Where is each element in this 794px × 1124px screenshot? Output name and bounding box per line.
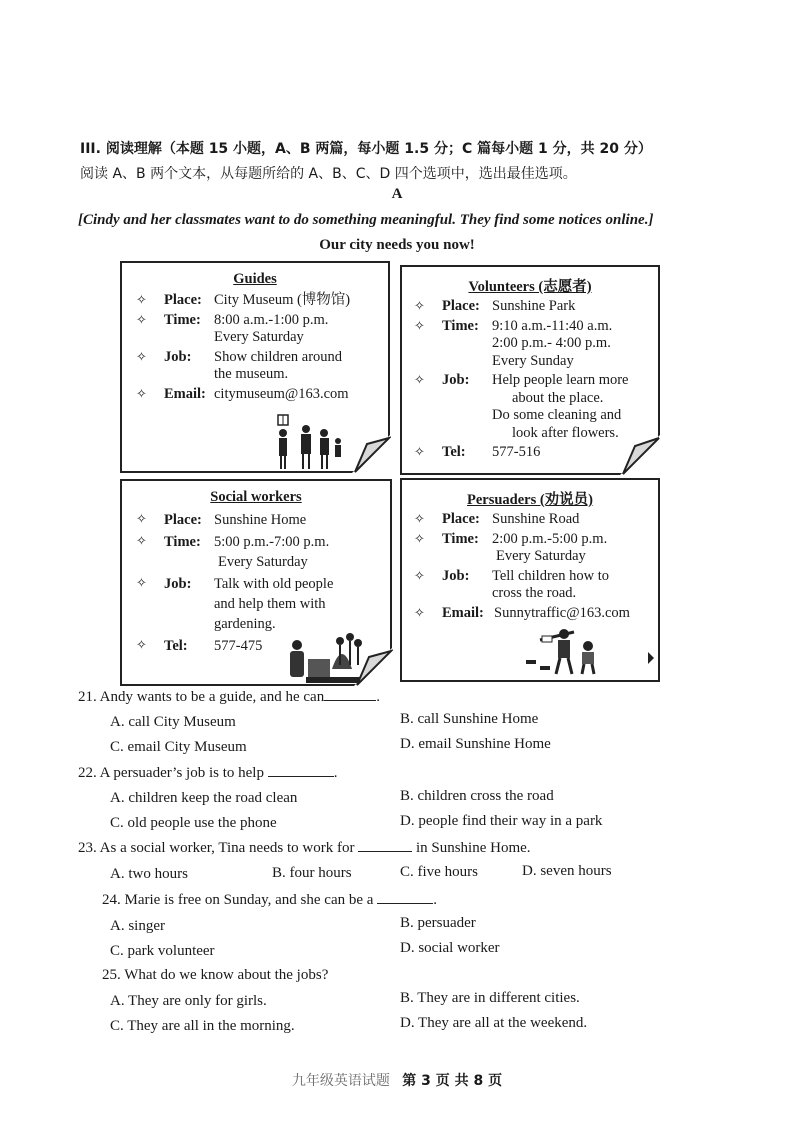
field-value: Show children around — [214, 348, 343, 365]
field-label: Job: — [442, 372, 470, 388]
option-21-b: B. call Sunshine Home — [400, 711, 539, 727]
field-value: Sunshine Road — [492, 511, 580, 527]
field-label: Email: — [442, 604, 484, 621]
option-22-a: A. children keep the road clean — [110, 790, 298, 806]
field-label: Job: — [442, 567, 470, 584]
option-24-a: A. singer — [110, 918, 165, 934]
field-value: Help people learn more — [492, 372, 629, 388]
notice-volunteers — [400, 265, 660, 475]
section-heading: III. 阅读理解（本题 15 小题，A、B 两篇，每小题 1.5 分；C 篇每小题 1 分，共 20 分） — [80, 141, 652, 157]
option-25-a: A. They are only for girls. — [110, 993, 267, 1009]
question-21: 21. Andy wants to be a guide, and he can . — [78, 689, 380, 705]
bullet-icon: ✧ — [414, 531, 425, 547]
field-label: Place: — [164, 512, 202, 528]
road-crossing-illustration — [522, 620, 614, 678]
option-21-c: C. email City Museum — [110, 739, 247, 755]
notice-title: Guides — [233, 271, 277, 287]
field-value: 577-475 — [214, 638, 263, 654]
bullet-icon: ✧ — [136, 349, 147, 365]
field-value: 9:10 a.m.-11:40 a.m. — [492, 317, 613, 334]
field-value: 8:00 a.m.-1:00 p.m. — [214, 311, 329, 328]
bullet-icon: ✧ — [136, 293, 147, 308]
notice-persuaders — [400, 478, 660, 682]
option-21-a: A. call City Museum — [110, 714, 236, 730]
field-value: Every Saturday — [218, 554, 308, 570]
bullet-icon: ✧ — [136, 534, 147, 549]
bullet-icon: ✧ — [136, 576, 147, 591]
option-24-b: B. persuader — [400, 915, 476, 931]
field-value: 577-516 — [492, 444, 541, 460]
museum-visitors-illustration — [272, 413, 344, 471]
field-label: Time: — [442, 530, 479, 547]
question-22: 22. A persuader’s job is to help . — [78, 765, 338, 781]
field-value: Every Sunday — [492, 352, 574, 369]
question-23: 23. As a social worker, Tina needs to work for in Sunshine Home. — [78, 840, 531, 856]
part-label: A — [391, 186, 403, 202]
field-label: Place: — [442, 511, 480, 527]
field-value: cross the road. — [492, 585, 577, 601]
field-label: Time: — [442, 317, 479, 334]
option-22-c: C. old people use the phone — [110, 815, 277, 831]
bullet-icon: ✧ — [414, 299, 425, 314]
notice-social-workers — [120, 479, 392, 686]
option-25-c: C. They are all in the morning. — [110, 1018, 295, 1034]
bullet-icon: ✧ — [414, 605, 425, 621]
field-value: City Museum (博物馆) — [214, 292, 351, 308]
field-value: gardening. — [214, 616, 276, 632]
field-label: Email: — [164, 385, 206, 402]
field-value: citymuseum@163.com — [214, 385, 349, 402]
bullet-icon: ✧ — [136, 312, 147, 328]
passage-intro: [Cindy and her classmates want to do something meaningful. They find some notices online.] — [78, 212, 654, 228]
field-value: Every Saturday — [496, 548, 586, 564]
footer-page-number: 第 3 页 共 8 页 — [402, 1073, 503, 1089]
page-footer — [0, 1070, 794, 1090]
field-value: Sunshine Home — [214, 512, 307, 528]
option-22-b: B. children cross the road — [400, 788, 554, 804]
field-label: Job: — [164, 576, 192, 592]
field-label: Job: — [164, 348, 192, 365]
page-curl-icon — [615, 434, 661, 476]
option-23-b: B. four hours — [272, 865, 352, 881]
option-24-d: D. social worker — [400, 940, 500, 956]
field-value: Sunnytraffic@163.com — [494, 604, 630, 621]
bullet-icon: ✧ — [414, 318, 425, 334]
option-21-d: D. email Sunshine Home — [400, 736, 551, 752]
bullet-icon: ✧ — [136, 512, 147, 527]
field-value: Do some cleaning and — [492, 407, 622, 423]
question-24: 24. Marie is free on Sunday, and she can be a . — [102, 892, 437, 908]
notices-title: Our city needs you now! — [319, 237, 475, 253]
bullet-icon: ✧ — [414, 445, 425, 460]
bullet-icon: ✧ — [136, 638, 147, 653]
page-curl-icon — [345, 434, 391, 474]
option-22-d: D. people find their way in a park — [400, 813, 603, 829]
field-label: Tel: — [442, 444, 466, 460]
notice-title: Social workers — [210, 489, 302, 505]
bullet-icon: ✧ — [136, 386, 147, 402]
bullet-icon: ✧ — [414, 512, 425, 527]
notice-title: Persuaders (劝说员) — [466, 492, 594, 508]
field-value: and help them with — [214, 596, 326, 612]
field-value: Every Saturday — [214, 329, 304, 345]
field-value: Sunshine Park — [492, 298, 576, 314]
field-label: Time: — [164, 534, 201, 550]
page-corner-mark-icon — [646, 650, 656, 666]
page-curl-icon — [349, 647, 393, 687]
bullet-icon: ✧ — [414, 373, 425, 388]
option-23-c: C. five hours — [400, 864, 478, 880]
field-value: look after flowers. — [512, 424, 619, 441]
field-label: Time: — [164, 311, 201, 328]
field-label: Tel: — [164, 638, 188, 654]
field-label: Place: — [164, 292, 202, 308]
notice-title: Volunteers (志愿者) — [468, 279, 592, 295]
field-value: Tell children how to — [492, 567, 609, 584]
option-25-b: B. They are in different cities. — [400, 990, 580, 1006]
option-25-d: D. They are all at the weekend. — [400, 1015, 588, 1031]
field-value: Talk with old people — [214, 576, 334, 592]
option-24-c: C. park volunteer — [110, 943, 215, 959]
footer-subject: 九年级英语试题 — [291, 1073, 390, 1089]
field-value: about the place. — [512, 389, 604, 406]
section-instruction: 阅读 A、B 两个文本，从每题所给的 A、B、C、D 四个选项中，选出最佳选项。 — [80, 166, 577, 182]
option-23-a: A. two hours — [110, 866, 188, 882]
question-25: 25. What do we know about the jobs? — [102, 967, 329, 983]
field-value: the museum. — [214, 366, 289, 382]
field-value: 2:00 p.m.-5:00 p.m. — [492, 530, 608, 547]
field-value: 5:00 p.m.-7:00 p.m. — [214, 534, 330, 550]
option-23-d: D. seven hours — [522, 863, 612, 879]
field-label: Place: — [442, 298, 480, 314]
notice-guides — [120, 261, 390, 473]
field-value: 2:00 p.m.- 4:00 p.m. — [492, 335, 611, 351]
bullet-icon: ✧ — [414, 568, 425, 584]
